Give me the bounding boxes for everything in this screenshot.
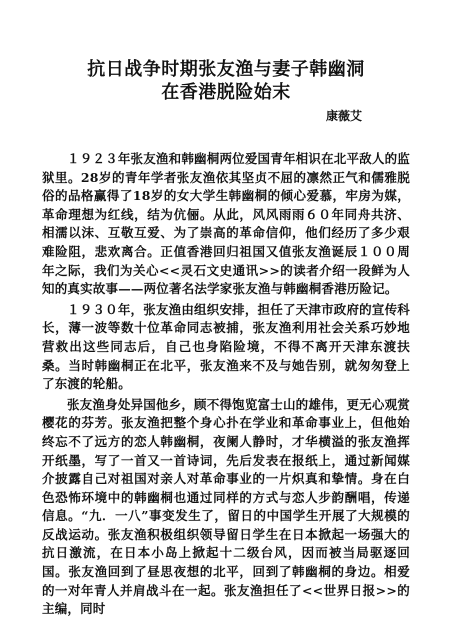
paragraph-1: １９２３年张友渔和韩幽桐两位爱国青年相识在北平敌人的监狱里。28岁的青年学者张友渔依其坚贞不屈的凛然正气和儒雅脱俗的品格赢得了18岁的女大学生韩幽桐的倾心爱慕，牢房为媒，革命理想为红线，结为伉俪。从此，风风雨雨６０年同舟共济、相濡以沫、互敬互爱、为了崇高的革命信仰，他们经历了多少艰难险阻，悲欢离合。正值香港回归祖国又值张友渔诞辰１００周年之际，我们为关心<<灵石文史通讯>>的读者介绍一段鲜为人知的真实故事——两位著名法学家张友渔与韩幽桐香港历险记。	[42, 151, 410, 297]
paragraph-3: 张友渔身处异国他乡，顾不得饱览富士山的雄伟，更无心观赏樱花的芬芳。张友渔把整个身心扑在学业和革命事业上，但他始终忘不了远方的恋人韩幽桐，夜阑人静时，才华横溢的张友渔挥开纸墨，写了一首又一首诗词，先后发表在报纸上，通过新闻媒介披露自己对祖国对亲人对革命事业的一片炽真和挚情。身在白色恐怖环境中的韩幽桐也通过同样的方式与恋人步韵酬唱，传递信息。“九．一八”事变发生了，留日的中国学生开展了大规模的反战运动。张友渔积极组织领导留日学生在日本掀起一场强大的抗日激流，在日本小岛上掀起十二级台风，因而被当局驱逐回国。张友渔回到了昼思夜想的北平，回到了韩幽桐的身边。相爱的一对年青人并肩战斗在一起。张友渔担任了<<世界日报>>的主编，同时	[42, 396, 410, 617]
article-title	[42, 0, 410, 104]
title-line-2: 在香港脱险始末	[161, 82, 291, 103]
author-name: 康薇艾	[325, 109, 362, 123]
title-line-1: 抗日战争时期张友渔与妻子韩幽洞	[87, 59, 365, 80]
article-body	[42, 150, 410, 619]
paragraph-2: １９３０年，张友渔由组织安排，担任了天津市政府的宣传科长，薄一波等数十位革命同志被捕，张友渔利用社会关系巧妙地营救出这些同志后，自己也身陷险境，不得不离开天津东渡扶桑。当时韩幽桐正在北平，张友渔来不及与她告别，就匆匆登上了东渡的轮船。	[42, 301, 410, 392]
